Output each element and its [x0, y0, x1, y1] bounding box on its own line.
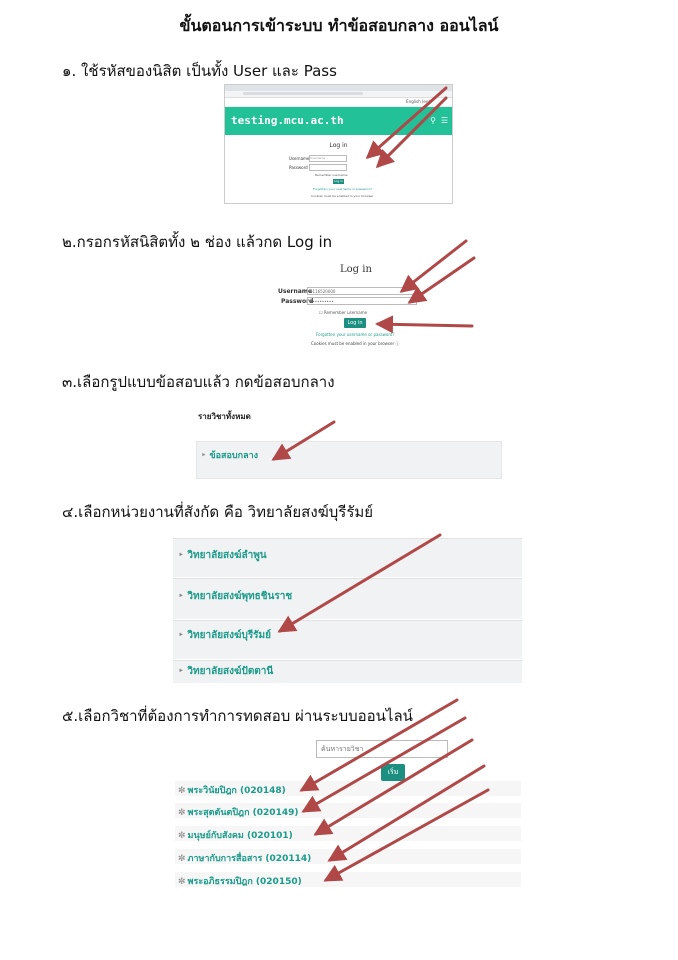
course-search-input[interactable]: ค้นหารายวิชา: [316, 740, 448, 758]
course-link[interactable]: ✼ พระวินัยปิฎก (020148): [178, 786, 286, 796]
login-button[interactable]: Log in: [333, 179, 344, 183]
help-icon[interactable]: ⓘ: [395, 341, 400, 346]
arrow: [402, 241, 466, 291]
course-icon: ✼: [178, 786, 186, 796]
remember-label: Remember username: [323, 310, 368, 315]
step-2-text: ๒.กรอกรหัสนิสิตทั้ง ๒ ช่อง แล้วกด Log in: [62, 233, 333, 251]
course-link[interactable]: ✼ มนุษย์กับสังคม (020101): [178, 831, 293, 841]
password-input[interactable]: ••••••••••: [307, 297, 417, 305]
login-title: Log in: [329, 142, 348, 149]
course-icon: ✼: [178, 877, 186, 887]
all-courses-heading: รายวิชาทั้งหมด: [198, 412, 251, 421]
category-pattani[interactable]: ‣ วิทยาลัยสงฆ์ปัตตานี: [178, 666, 274, 677]
category-central-exam[interactable]: ‣ ข้อสอบกลาง: [201, 451, 259, 461]
search-icon[interactable]: ⚲: [430, 116, 436, 125]
username-input[interactable]: Username: [309, 155, 347, 162]
page-title: ขั้นตอนการเข้าระบบ ทำข้อสอบกลาง ออนไลน์: [179, 16, 499, 35]
caret-right-icon: ‣: [178, 591, 184, 602]
login-button[interactable]: Log in: [344, 318, 366, 328]
category-buriram[interactable]: ‣ วิทยาลัยสงฆ์บุรีรัมย์: [178, 630, 272, 641]
step-1-text: ๑. ใช้รหัสของนิสิต เป็นทั้ง User และ Pass: [62, 62, 337, 80]
username-label: Username: [278, 288, 313, 295]
username-input[interactable]: 6116520000: [307, 287, 417, 295]
search-go-button[interactable]: เริ่ม: [381, 764, 405, 781]
arrow: [280, 535, 440, 631]
arrow: [378, 324, 472, 326]
password-label: Password: [289, 165, 308, 170]
password-label: Password: [281, 298, 314, 305]
step-5-text: ๕.เลือกวิชาที่ต้องการทำการทดสอบ ผ่านระบบออนไลน์: [62, 707, 413, 725]
forgot-link[interactable]: Forgotten your username or password?: [316, 332, 395, 337]
caret-right-icon: ‣: [178, 550, 184, 561]
step-4-text: ๔.เลือกหน่วยงานที่สังกัด คือ วิทยาลัยสงฆ์บุรีรัมย์: [62, 503, 374, 521]
caret-right-icon: ‣: [178, 666, 184, 677]
site-brand: testing.mcu.ac.th: [231, 114, 344, 127]
course-link[interactable]: ✼ ภาษากับการสื่อสาร (020114): [178, 854, 312, 864]
course-link[interactable]: ✼ พระอภิธรรมปิฎก (020150): [178, 877, 302, 887]
login-title: Log in: [340, 264, 372, 275]
arrow: [410, 258, 474, 302]
step-3-text: ๓.เลือกรูปแบบข้อสอบแล้ว กดข้อสอบกลาง: [62, 373, 335, 391]
arrow: [304, 718, 465, 811]
arrow: [302, 700, 457, 790]
course-icon: ✼: [178, 831, 186, 841]
username-label: Username: [289, 156, 310, 161]
caret-right-icon: ‣: [201, 451, 207, 461]
remember-checkbox[interactable]: Remember username: [315, 173, 348, 177]
cookies-note: Cookies must be enabled in your browser: [311, 194, 374, 198]
language-selector[interactable]: English (en): [406, 99, 430, 104]
remember-checkbox[interactable]: ☐ Remember username: [319, 310, 368, 315]
forgot-link[interactable]: Forgotten your username or password?: [313, 187, 372, 191]
cookies-note: Cookies must be enabled in your browser ⓘ: [311, 341, 400, 346]
arrow: [368, 88, 446, 157]
course-icon: ✼: [178, 808, 186, 818]
arrow: [378, 98, 446, 166]
menu-icon[interactable]: ☰: [440, 116, 448, 125]
arrow: [274, 422, 334, 459]
arrow: [326, 790, 488, 880]
course-link[interactable]: ✼ พระสุตตันตปิฎก (020149): [178, 808, 299, 818]
caret-right-icon: ‣: [178, 630, 184, 641]
category-phutthachinnarat[interactable]: ‣ วิทยาลัยสงฆ์พุทธชินราช: [178, 591, 293, 602]
course-icon: ✼: [178, 854, 186, 864]
category-lamphun[interactable]: ‣ วิทยาลัยสงฆ์ลำพูน: [178, 550, 267, 561]
